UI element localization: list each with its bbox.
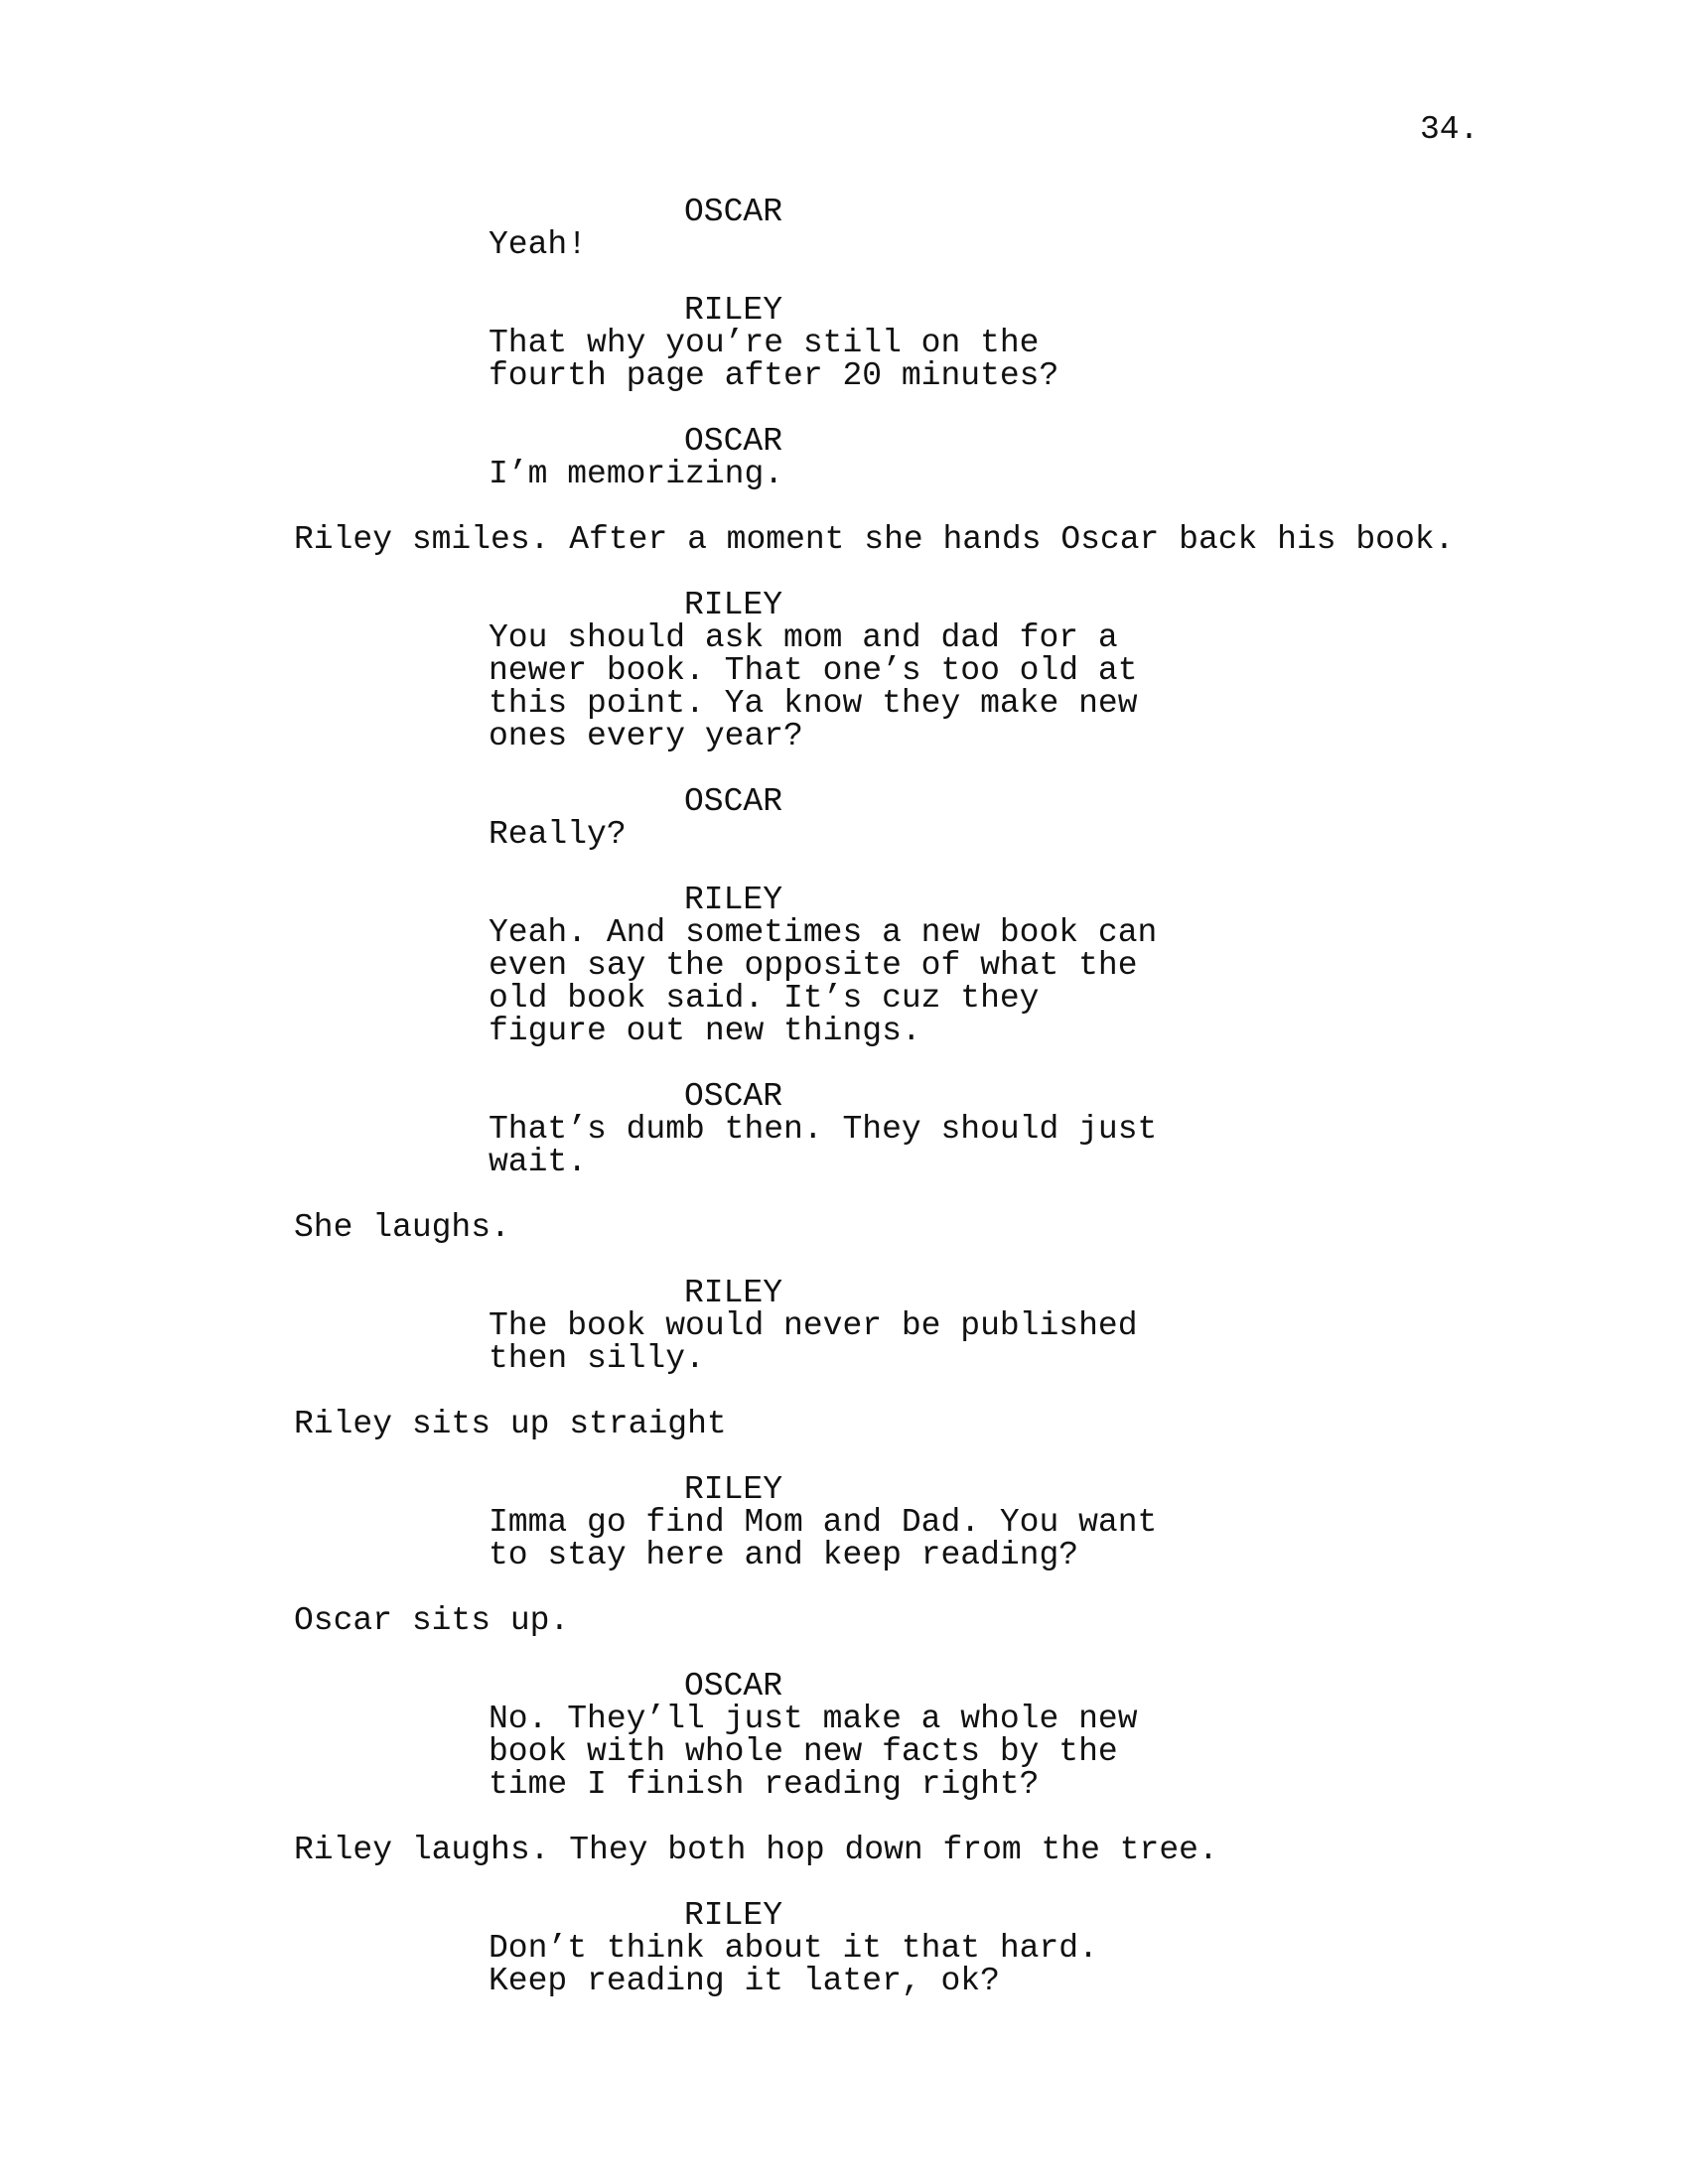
- dialogue-line: I’m memorizing.: [489, 456, 784, 492]
- character-name: RILEY: [684, 587, 783, 623]
- dialogue-line: The book would never be published: [489, 1307, 1138, 1344]
- dialogue-line: Imma go find Mom and Dad. You want: [489, 1504, 1158, 1541]
- dialogue-line: even say the opposite of what the: [489, 947, 1138, 984]
- character-name: RILEY: [684, 292, 783, 329]
- page-number: 34.: [1420, 111, 1479, 148]
- dialogue-line: Yeah. And sometimes a new book can: [489, 914, 1158, 951]
- character-name: OSCAR: [684, 1668, 783, 1705]
- action-block: [0, 1604, 1688, 1637]
- dialogue-line: Don’t think about it that hard.: [489, 1930, 1098, 1967]
- dialogue-block: [0, 589, 1688, 752]
- action-line: Riley laughs. They both hop down from the tree.: [294, 1832, 1218, 1868]
- dialogue-line: You should ask mom and dad for a: [489, 619, 1118, 656]
- dialogue-line: fourth page after 20 minutes?: [489, 357, 1059, 394]
- dialogue-line: newer book. That one’s too old at: [489, 652, 1138, 689]
- dialogue-line: this point. Ya know they make new: [489, 685, 1138, 722]
- action-block: [0, 1834, 1688, 1866]
- dialogue-block: [0, 1080, 1688, 1178]
- dialogue-line: to stay here and keep reading?: [489, 1537, 1079, 1573]
- dialogue-block: [0, 1670, 1688, 1801]
- dialogue-line: time I finish reading right?: [489, 1766, 1040, 1803]
- dialogue-line: ones every year?: [489, 718, 803, 754]
- dialogue-block: [0, 884, 1688, 1047]
- dialogue-line: That’s dumb then. They should just: [489, 1111, 1158, 1148]
- character-name: OSCAR: [684, 194, 783, 230]
- action-block: [0, 1211, 1688, 1244]
- dialogue-block: [0, 1899, 1688, 1997]
- dialogue-block: [0, 1473, 1688, 1571]
- character-name: RILEY: [684, 1897, 783, 1934]
- dialogue-line: Really?: [489, 816, 627, 853]
- dialogue-line: then silly.: [489, 1340, 705, 1377]
- character-name: RILEY: [684, 1275, 783, 1311]
- action-block: [0, 1408, 1688, 1440]
- dialogue-line: wait.: [489, 1144, 588, 1180]
- dialogue-line: No. They’ll just make a whole new: [489, 1701, 1138, 1737]
- dialogue-line: old book said. It’s cuz they: [489, 980, 1040, 1017]
- dialogue-line: Yeah!: [489, 226, 588, 263]
- action-line: Riley sits up straight: [294, 1406, 727, 1442]
- dialogue-block: [0, 1277, 1688, 1375]
- action-line: Oscar sits up.: [294, 1602, 570, 1639]
- character-name: OSCAR: [684, 423, 783, 460]
- dialogue-block: [0, 425, 1688, 490]
- dialogue-line: figure out new things.: [489, 1013, 921, 1049]
- character-name: RILEY: [684, 1471, 783, 1508]
- character-name: RILEY: [684, 882, 783, 918]
- action-block: [0, 523, 1688, 556]
- action-line: She laughs.: [294, 1209, 510, 1246]
- dialogue-line: book with whole new facts by the: [489, 1733, 1118, 1770]
- screenplay-body: [0, 196, 1688, 2030]
- character-name: OSCAR: [684, 783, 783, 820]
- dialogue-block: [0, 785, 1688, 851]
- dialogue-line: Keep reading it later, ok?: [489, 1963, 1000, 1999]
- dialogue-block: [0, 196, 1688, 261]
- dialogue-line: That why you’re still on the: [489, 325, 1040, 361]
- dialogue-block: [0, 294, 1688, 392]
- character-name: OSCAR: [684, 1078, 783, 1115]
- action-line: Riley smiles. After a moment she hands Oscar back his book.: [294, 521, 1455, 558]
